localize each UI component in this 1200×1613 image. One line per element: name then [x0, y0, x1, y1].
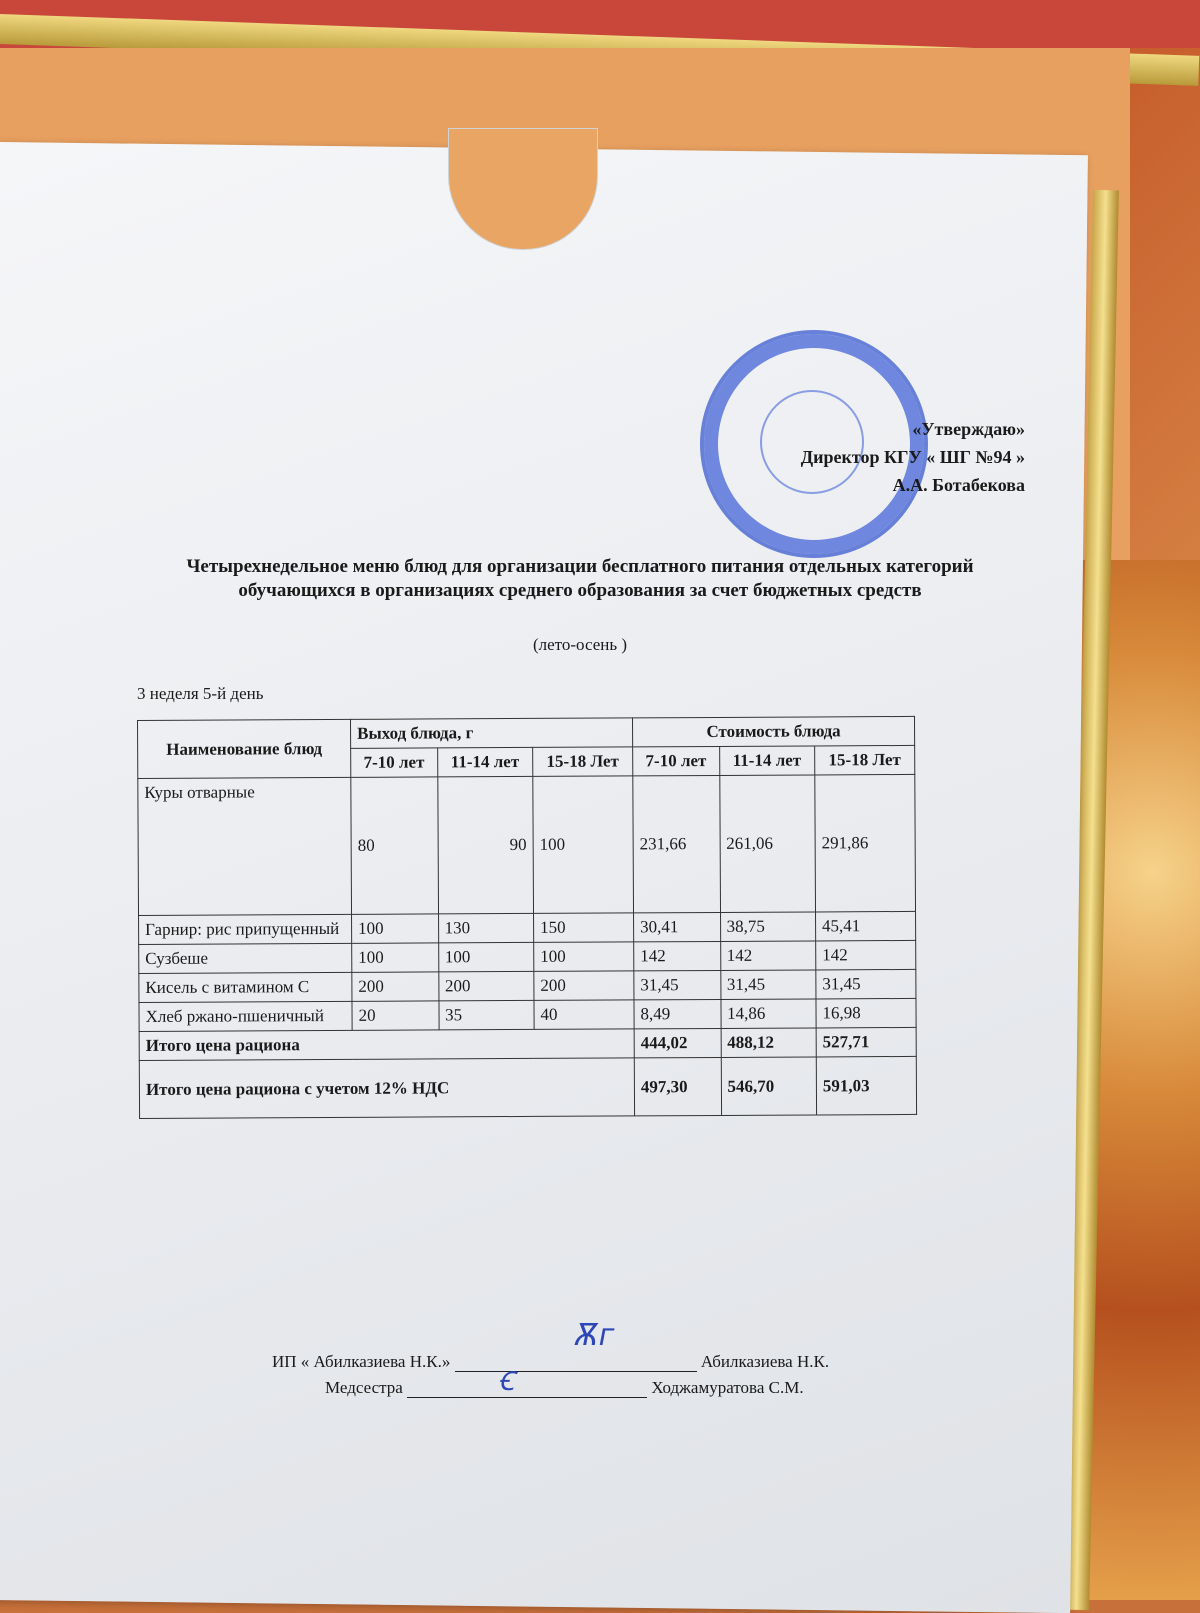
- table-cell: 31,45: [816, 969, 916, 999]
- age-group-header: 15-18 Лет: [533, 747, 633, 777]
- table-row: [139, 940, 916, 973]
- total-vat-cell: 497,30: [634, 1057, 721, 1115]
- table-cell: 130: [438, 913, 534, 942]
- table-cell: 291,86: [815, 774, 916, 912]
- table-cell: 150: [533, 913, 633, 943]
- table-cell: 100: [534, 942, 634, 972]
- table-cell: 8,49: [634, 999, 721, 1028]
- dish-name: Куры отварные: [138, 777, 352, 915]
- document-title: Четырехнедельное меню блюд для организации бесплатного питания отдельных категорий обучающихся в организациях среднего образования за счет бюджетных средств: [186, 556, 974, 601]
- table-row: [138, 774, 916, 915]
- total-cell: 444,02: [634, 1028, 721, 1057]
- dish-name: Хлеб ржано-пшеничный: [139, 1001, 352, 1031]
- table-cell: 35: [439, 1000, 535, 1029]
- handwritten-signature: Ѫг: [575, 1318, 615, 1353]
- age-group-header: 7-10 лет: [633, 746, 720, 775]
- table-cell: 231,66: [633, 775, 720, 912]
- header-output: Выход блюда, г: [350, 718, 632, 748]
- approval-line-1: «Утверждаю»: [912, 419, 1025, 439]
- total-row: [139, 1027, 916, 1060]
- age-group-header: 11-14 лет: [437, 747, 533, 776]
- table-cell: 31,45: [634, 970, 721, 999]
- table-cell: 100: [438, 942, 534, 971]
- ip-signature-line: [272, 1352, 829, 1372]
- table-cell: 30,41: [633, 912, 720, 941]
- table-cell: 38,75: [720, 912, 816, 941]
- table-cell: 80: [351, 777, 438, 914]
- dish-name: Кисель с витамином С: [139, 972, 352, 1002]
- table-cell: 45,41: [815, 911, 915, 941]
- age-group-header: 7-10 лет: [351, 748, 438, 777]
- table-cell: 142: [634, 941, 721, 970]
- table-cell: 90: [437, 776, 533, 913]
- table-cell: 31,45: [720, 970, 816, 999]
- total-cell: 527,71: [816, 1027, 916, 1057]
- table-cell: 100: [533, 776, 634, 914]
- age-group-header: 11-14 лет: [719, 746, 815, 775]
- total-vat-cell: 546,70: [721, 1057, 817, 1115]
- season-label: (лето-осень ): [532, 635, 628, 654]
- total-label: Итого цена рациона: [139, 1029, 634, 1061]
- nurse-label: Медсестра: [325, 1378, 403, 1397]
- nurse-signature-line: [325, 1378, 804, 1398]
- total-vat-cell: 591,03: [816, 1056, 916, 1115]
- table-cell: 16,98: [816, 998, 916, 1028]
- signature-underline: [455, 1371, 697, 1372]
- approval-block: [801, 415, 1025, 499]
- table-cell: 100: [352, 914, 439, 943]
- table-row: [139, 969, 916, 1002]
- nurse-name: Ходжамуратова С.М.: [651, 1378, 804, 1397]
- table-row: [139, 998, 916, 1031]
- total-vat-label: Итого цена рациона с учетом 12% НДС: [139, 1058, 634, 1119]
- day-label: 3 неделя 5-й день: [137, 684, 264, 703]
- handwritten-signature: Ꞓ: [498, 1367, 514, 1397]
- dish-name: Гарнир: рис припущенный: [139, 914, 352, 944]
- table-cell: 200: [438, 971, 534, 1000]
- age-group-header: 15-18 Лет: [815, 745, 915, 775]
- total-cell: 488,12: [721, 1028, 817, 1057]
- approval-line-2: Директор КГУ « ШГ №94 »: [800, 447, 1025, 467]
- table-cell: 200: [352, 972, 439, 1001]
- signature-underline: [407, 1397, 647, 1398]
- table-cell: 261,06: [719, 775, 815, 912]
- menu-table: [137, 716, 917, 1119]
- table-cell: 40: [534, 1000, 634, 1030]
- approval-line-3: А.А. Ботабекова: [892, 475, 1025, 495]
- table-row: [139, 911, 916, 944]
- table-cell: 20: [352, 1001, 439, 1030]
- table-cell: 100: [352, 943, 439, 972]
- ip-name: Абилказиева Н.К.: [700, 1352, 830, 1371]
- table-cell: 14,86: [720, 999, 816, 1028]
- ip-label: ИП « Абилказиева Н.К.»: [272, 1352, 451, 1371]
- table-cell: 142: [720, 941, 816, 970]
- total-vat-row: [139, 1056, 916, 1118]
- header-dish-name: Наименование блюд: [138, 719, 351, 778]
- table-cell: 142: [816, 940, 916, 970]
- header-cost: Стоимость блюда: [632, 716, 914, 746]
- table-cell: 200: [534, 971, 634, 1001]
- dish-name: Сузбеше: [139, 943, 352, 973]
